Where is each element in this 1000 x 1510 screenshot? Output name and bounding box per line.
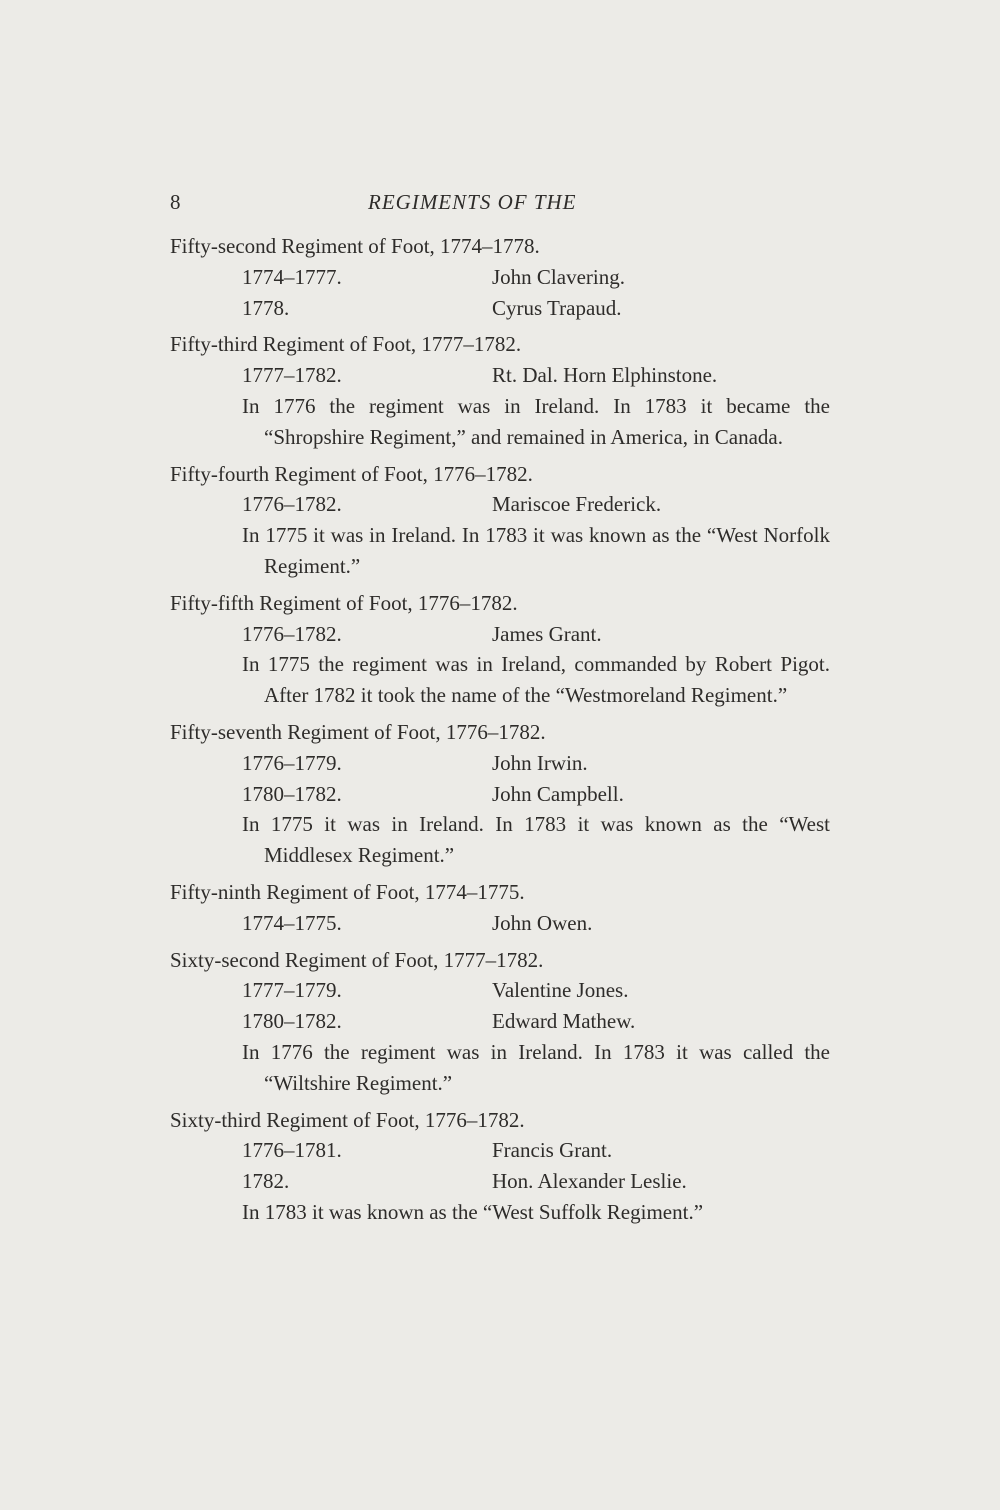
colonel-name: Cyrus Trapaud. — [492, 295, 622, 320]
regiment-heading: Fifty-fifth Regiment of Foot, 1776–1782. — [170, 590, 518, 615]
colonel-years: 1774–1775. — [242, 910, 342, 935]
regiment-list — [170, 231, 830, 1234]
regiment-note: In 1783 it was known as the “West Suffolk Regiment.” — [242, 1199, 704, 1224]
regiment-heading: Fifty-third Regiment of Foot, 1777–1782. — [170, 332, 522, 357]
running-title: REGIMENTS OF THE — [368, 190, 577, 214]
colonel-name: Francis Grant. — [492, 1138, 613, 1163]
colonel-row — [170, 908, 830, 939]
colonel-name: Mariscoe Frederick. — [492, 492, 662, 517]
colonel-years: 1776–1782. — [242, 492, 342, 517]
colonel-years: 1782. — [242, 1169, 290, 1194]
colonel-years: 1774–1777. — [242, 264, 342, 289]
regiment-heading: Fifty-seventh Regiment of Foot, 1776–1782. — [170, 719, 546, 744]
regiment-entry — [170, 717, 830, 871]
running-head — [170, 186, 830, 218]
regiment-entry — [170, 459, 830, 582]
colonel-name: James Grant. — [492, 621, 602, 646]
regiment-heading: Fifty-second Regiment of Foot, 1774–1778. — [170, 234, 540, 258]
page-number: 8 — [170, 190, 181, 214]
colonel-row — [170, 262, 830, 293]
colonel-name: Hon. Alexander Leslie. — [492, 1169, 687, 1194]
regiment-heading: Fifty-ninth Regiment of Foot, 1774–1775. — [170, 879, 525, 904]
colonel-years: 1777–1779. — [242, 978, 342, 1003]
colonel-years: 1780–1782. — [242, 1009, 342, 1034]
colonel-row — [170, 360, 830, 391]
regiment-note: In 1775 it was in Ireland. In 1783 it was known as the “West Middlesex Regiment.” — [242, 812, 830, 868]
colonel-name: John Clavering. — [492, 264, 625, 289]
regiment-entry — [170, 588, 830, 711]
regiment-note: In 1776 the regiment was in Ireland. In 1783 it became the “Shropshire Regiment,” and remained in America, in Canada. — [242, 393, 830, 449]
colonel-years: 1776–1781. — [242, 1138, 342, 1163]
regiment-heading: Sixty-third Regiment of Foot, 1776–1782. — [170, 1107, 525, 1132]
regiment-heading: Fifty-fourth Regiment of Foot, 1776–1782. — [170, 461, 533, 486]
regiment-note: In 1775 it was in Ireland. In 1783 it was known as the “West Norfolk Regiment.” — [242, 523, 830, 578]
colonel-name: John Irwin. — [492, 750, 588, 775]
colonel-name: Valentine Jones. — [492, 978, 629, 1003]
colonel-years: 1777–1782. — [242, 363, 342, 388]
regiment-entry — [170, 329, 830, 452]
regiment-entry — [170, 945, 830, 1099]
regiment-note: In 1775 the regiment was in Ireland, commanded by Robert Pigot. After 1782 it took the name of the “Westmoreland Regiment.” — [242, 652, 830, 708]
colonel-row — [170, 1166, 830, 1197]
colonel-row — [170, 293, 830, 324]
regiment-note: In 1776 the regiment was in Ireland. In 1783 it was called the “Wiltshire Regiment.” — [242, 1039, 830, 1095]
colonel-row — [170, 1135, 830, 1166]
colonel-name: Rt. Dal. Horn Elphinstone. — [492, 363, 718, 388]
regiment-entry — [170, 1105, 830, 1228]
regiment-entry — [170, 231, 830, 323]
colonel-name: John Owen. — [492, 910, 593, 935]
colonel-years: 1780–1782. — [242, 781, 342, 806]
colonel-row — [170, 748, 830, 779]
colonel-years: 1776–1782. — [242, 621, 342, 646]
colonel-row — [170, 489, 830, 520]
regiment-heading: Sixty-second Regiment of Foot, 1777–1782. — [170, 947, 544, 972]
colonel-name: Edward Mathew. — [492, 1009, 636, 1034]
colonel-years: 1776–1779. — [242, 750, 342, 775]
colonel-name: John Campbell. — [492, 781, 624, 806]
regiment-entry — [170, 877, 830, 939]
colonel-row — [170, 1006, 830, 1037]
colonel-row — [170, 779, 830, 810]
colonel-row — [170, 975, 830, 1006]
colonel-row — [170, 619, 830, 650]
colonel-years: 1778. — [242, 295, 290, 320]
